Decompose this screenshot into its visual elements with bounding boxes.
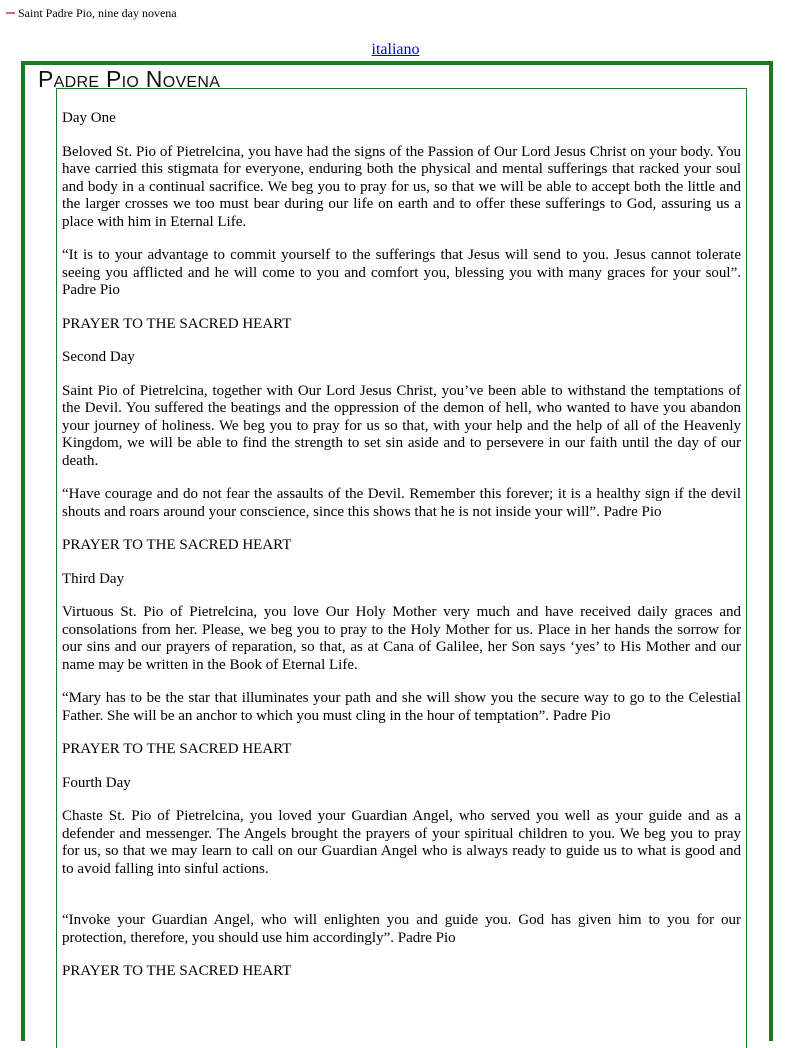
day-prayer: Saint Pio of Pietrelcina, together with Our Lord Jesus Christ, you’ve been able to withstand the temptations of the Devil. You suffered the beatings and the oppression of the demon of hell, who wanted to have you abandon your journey of holiness. We beg you to pray for us so that, with your help and the help of all of the Heavenly Kingdom, we will be able to find the strength to set sin aside and to persevere in our faith until the day of our death. — [62, 382, 741, 469]
sacred-heart-prayer: PRAYER TO THE SACRED HEART — [62, 315, 292, 332]
document-title: Saint Padre Pio, nine day novena — [18, 6, 177, 20]
page-heading: Padre Pio Novena — [38, 66, 221, 92]
day-title: Fourth Day — [62, 774, 131, 791]
day-prayer: Virtuous St. Pio of Pietrelcina, you love Our Holy Mother very much and have received daily graces and consolations from her. Please, we beg you to pray to the Holy Mother for us. Place in her hands the sorrow for our sins and our prayers of reparation, so that, as at Cana of Galilee, her Son says ‘yes’ to His Mother and our name may be written in the Book of Eternal Life. — [62, 604, 741, 673]
sacred-heart-prayer: PRAYER TO THE SACRED HEART — [62, 963, 292, 979]
day-title: Second Day — [62, 349, 135, 365]
language-switcher — [0, 41, 791, 59]
sacred-heart-prayer: PRAYER TO THE SACRED HEART — [62, 741, 292, 757]
sacred-heart-prayer: PRAYER TO THE SACRED HEART — [62, 537, 292, 553]
italiano-link[interactable]: italiano — [371, 41, 420, 58]
title-marker-icon — [6, 12, 15, 14]
day-prayer: Beloved St. Pio of Pietrelcina, you have had the signs of the Passion of Our Lord Jesus Christ on your body. You have carried this stigmata for everyone, enduring both the physical and mental sufferings that racked your soul and body in a continual sacrifice. We beg you to pray for us, so that we will be able to accept both the little and the larger crosses we too must bear during our life on earth and to offer these sufferings to God, assuring us a place with him in Eternal Life. — [62, 143, 741, 230]
document-title-bar — [6, 6, 177, 20]
day-quote: “Mary has to be the star that illuminates your path and she will show you the secure way to go to the Celestial Father. She will be an anchor to which you must cling in the hour of temptation”. Padre Pio — [62, 690, 741, 724]
novena-content — [62, 110, 741, 997]
day-title: Third Day — [62, 570, 125, 587]
day-quote: “Have courage and do not fear the assaults of the Devil. Remember this forever; it is a healthy sign if the devil shouts and roars around your conscience, since this shows that he is not inside your will”. Padre Pio — [62, 486, 741, 520]
day-quote: “It is to your advantage to commit yourself to the sufferings that Jesus will send to you. Jesus cannot tolerate seeing you afflicted and he will come to you and comfort you, blessing you with many graces for your soul”. Padre Pio — [62, 247, 741, 298]
day-title: Day One — [62, 110, 116, 126]
day-quote: “Invoke your Guardian Angel, who will enlighten you and guide you. God has given him to you for our protection, therefore, you should use him accordingly”. Padre Pio — [62, 912, 741, 946]
day-prayer: Chaste St. Pio of Pietrelcina, you loved your Guardian Angel, who served you well as your guide and as a defender and messenger. The Angels brought the prayers of your spiritual children to you. We beg you to pray for us, so that we may learn to call on our Guardian Angel who is always ready to guide us to what is good and to avoid falling into sinful actions. — [62, 808, 741, 877]
